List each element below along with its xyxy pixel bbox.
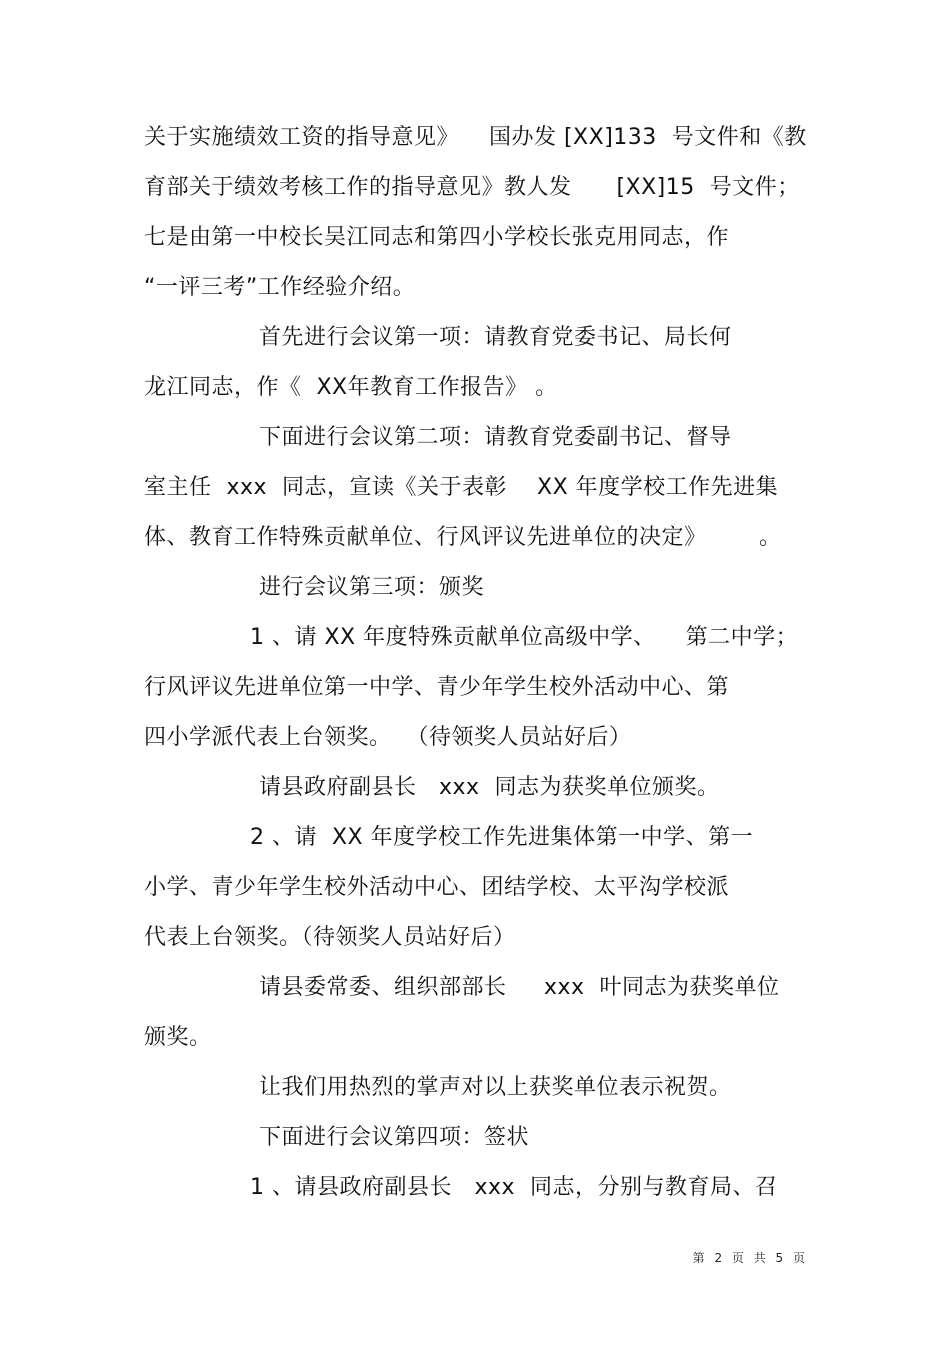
body-line-14: 请县政府副县长 xxx 同志为获奖单位颁奖。 bbox=[259, 775, 720, 800]
body-line-15: 2 、请 XX 年度学校工作先进集体第一中学、第一 bbox=[250, 825, 754, 850]
body-line-9: 体、教育工作特殊贡献单位、行风评议先进单位的决定》 。 bbox=[144, 525, 782, 550]
body-line-6: 龙江同志，作《 XX年教育工作报告》 。 bbox=[144, 375, 558, 400]
body-line-3: 七是由第一中校长吴江同志和第四小学校长张克用同志，作 bbox=[144, 225, 730, 250]
body-line-5: 首先进行会议第一项：请教育党委书记、局长何 bbox=[259, 325, 732, 350]
body-line-19: 颁奖。 bbox=[144, 1025, 212, 1050]
body-line-8: 室主任 xxx 同志，宣读《关于表彰 XX 年度学校工作先进集 bbox=[144, 475, 779, 500]
body-line-12: 行风评议先进单位第一中学、青少年学生校外活动中心、第 bbox=[144, 675, 730, 700]
body-line-18: 请县委常委、组织部部长 xxx 叶同志为获奖单位 bbox=[259, 975, 780, 1000]
body-line-10: 进行会议第三项：颁奖 bbox=[259, 575, 485, 600]
body-line-7: 下面进行会议第二项：请教育党委副书记、督导 bbox=[259, 425, 732, 450]
body-line-4: “一评三考”工作经验介绍。 bbox=[144, 275, 416, 300]
body-line-11: 1 、请 XX 年度特殊贡献单位高级中学、 第二中学； bbox=[250, 625, 799, 650]
body-line-22: 1 、请县政府副县长 xxx 同志，分别与教育局、召 bbox=[250, 1175, 778, 1200]
body-line-13: 四小学派代表上台领奖。 （待领奖人员站好后） bbox=[144, 725, 632, 750]
body-line-17: 代表上台领奖。（待领奖人员站好后） bbox=[144, 925, 516, 950]
body-line-20: 让我们用热烈的掌声对以上获奖单位表示祝贺。 bbox=[259, 1075, 732, 1100]
body-line-2: 育部关于绩效考核工作的指导意见》教人发 [XX]15 号文件； bbox=[144, 175, 800, 200]
body-line-1: 关于实施绩效工资的指导意见》 国办发 [XX]133 号文件和《教 bbox=[144, 125, 807, 150]
page-number-footer: 第 2 页 共 5 页 bbox=[692, 1251, 808, 1265]
body-line-21: 下面进行会议第四项：签状 bbox=[259, 1125, 530, 1150]
body-line-16: 小学、青少年学生校外活动中心、团结学校、太平沟学校派 bbox=[144, 875, 730, 900]
